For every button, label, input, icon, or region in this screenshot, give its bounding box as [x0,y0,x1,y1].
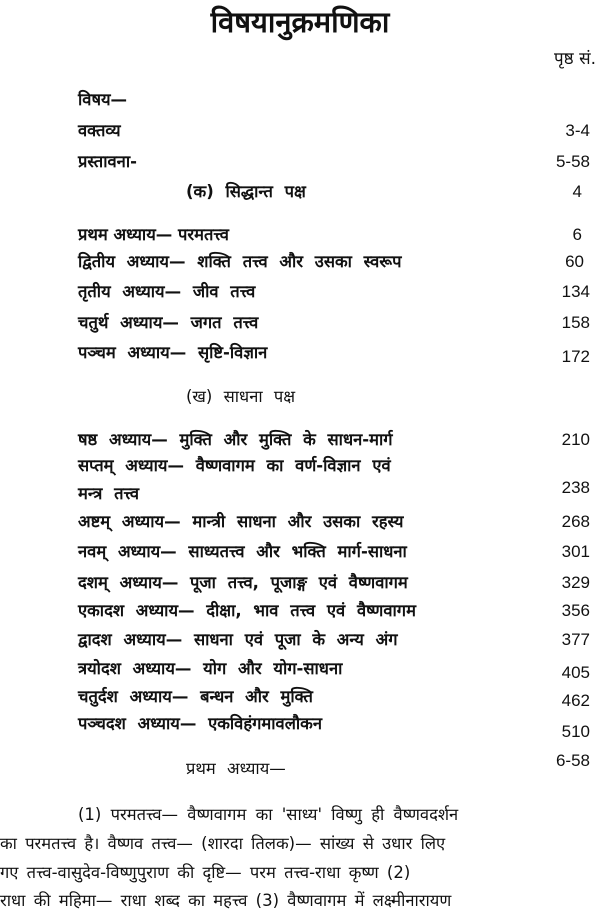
chapter-label: षष्ठ अध्याय— मुक्ति और मुक्ति के साधन-मार्ग [78,430,393,449]
chapter-label: अष्टम् अध्याय— मान्त्री साधना और उसका रहस्य [78,512,404,531]
chapter-label: तृतीय अध्याय— जीव तत्त्व [78,282,256,301]
toc-chapter-row [78,278,590,306]
section-heading-sadhana [78,383,590,411]
section-heading-label: (ख) साधना पक्ष [186,387,296,406]
chapter-page: 158 [561,313,590,332]
chapter-page: 356 [561,601,590,620]
toc-chapter-row [78,309,590,337]
toc-entry-label: प्रस्तावना- [78,152,137,171]
toc-chapter-row [78,248,590,276]
chapter-page: 405 [561,663,590,682]
summary-line: गए तत्त्व-वासुदेव-विष्णुपुराण की दृष्टि— परम तत्त्व-राधा कृष्ण (2) [0,863,411,882]
chapter-label: दशम् अध्याय— पूजा तत्त्व, पूजाङ्ग एवं वैष्णवागम [78,573,408,592]
chapter-page: 134 [561,282,590,301]
section-heading-label: (क) सिद्धान्त पक्ष [186,182,306,201]
section-heading-siddhanta [78,178,590,206]
detail-heading-page: 6-58 [555,751,590,770]
chapter-label: प्रथम अध्याय— परमतत्त्व [78,225,229,244]
toc-chapter-row [78,339,590,367]
chapter-page: 172 [561,347,590,366]
chapter-summary-paragraph [0,800,600,914]
chapter-label: नवम् अध्याय— साध्यतत्त्व और भक्ति मार्ग-साधना [78,542,407,561]
chapter-label: त्रयोदश अध्याय— योग और योग-साधना [78,659,343,678]
toc-entry-page: 3-4 [565,121,590,140]
toc-chapter-row [78,480,590,508]
summary-line: राधा की महिमा— राधा शब्द का महत्त्व (3) वैष्णवागम में लक्ष्मीनारायण [0,891,452,910]
chapter-label: पञ्चम अध्याय— सृष्टि-विज्ञान [78,343,268,362]
chapter-label: चतुर्थ अध्याय— जगत तत्त्व [78,313,259,332]
summary-line: का परमतत्त्व है। वैष्णव तत्त्व— (शारदा तिलक)— सांख्य से उधार लिए [0,834,446,853]
first-chapter-detail-heading [78,751,590,783]
chapter-label: सप्तम् अध्याय— वैष्णवागम का वर्ण-विज्ञान एवं [78,456,391,475]
toc-chapter-row [78,452,590,480]
summary-line: (1) परमतत्त्व— वैष्णवागम का 'साध्य' विष्णु ही वैष्णवदर्शन [78,805,459,824]
toc-chapter-row [78,597,590,625]
chapter-label: द्वितीय अध्याय— शक्ति तत्त्व और उसका स्वरूप [78,252,402,271]
chapter-page: 238 [561,478,590,497]
chapter-page: 301 [561,542,590,561]
chapter-page: 462 [561,691,590,710]
chapter-label: एकादश अध्याय— दीक्षा, भाव तत्त्व एवं वैष्णवागम [78,601,416,620]
chapter-page: 329 [561,573,590,592]
chapter-label: द्वादश अध्याय— साधना एवं पूजा के अन्य अंग [78,630,398,649]
toc-entry-label: वक्तव्य [78,121,121,140]
page-number-column-header: पृष्ठ सं. [554,49,596,69]
detail-heading-label: प्रथम अध्याय— [186,759,286,778]
toc-chapter-row [78,426,590,454]
chapter-page: 60 [565,252,584,271]
chapter-page: 6 [572,225,582,244]
page-title: विषयानुक्रमणिका [210,5,390,39]
toc-chapter-row [78,221,590,249]
toc-heading [78,86,590,114]
toc-entry-page: 5-58 [555,152,590,171]
chapter-page: 268 [561,512,590,531]
toc-entry [78,117,590,145]
toc-chapter-row [78,508,590,536]
toc-chapter-row [78,683,590,711]
toc-chapter-row [78,626,590,654]
chapter-label: चतुर्दश अध्याय— बन्धन और मुक्ति [78,687,313,706]
chapter-label: पञ्चदश अध्याय— एकविहंगमावलौकन [78,714,322,733]
section-heading-page: 4 [572,182,582,201]
toc-chapter-row [78,655,590,683]
toc-chapter-row [78,710,590,741]
toc-entry [78,148,590,176]
chapter-page: 510 [561,722,590,741]
toc-chapter-row [78,569,590,597]
chapter-page: 210 [561,430,590,449]
chapter-page: 377 [561,630,590,649]
toc-chapter-row [78,538,590,566]
chapter-label: मन्त्र तत्त्व [78,484,140,503]
toc-heading-label: विषय— [78,90,128,109]
